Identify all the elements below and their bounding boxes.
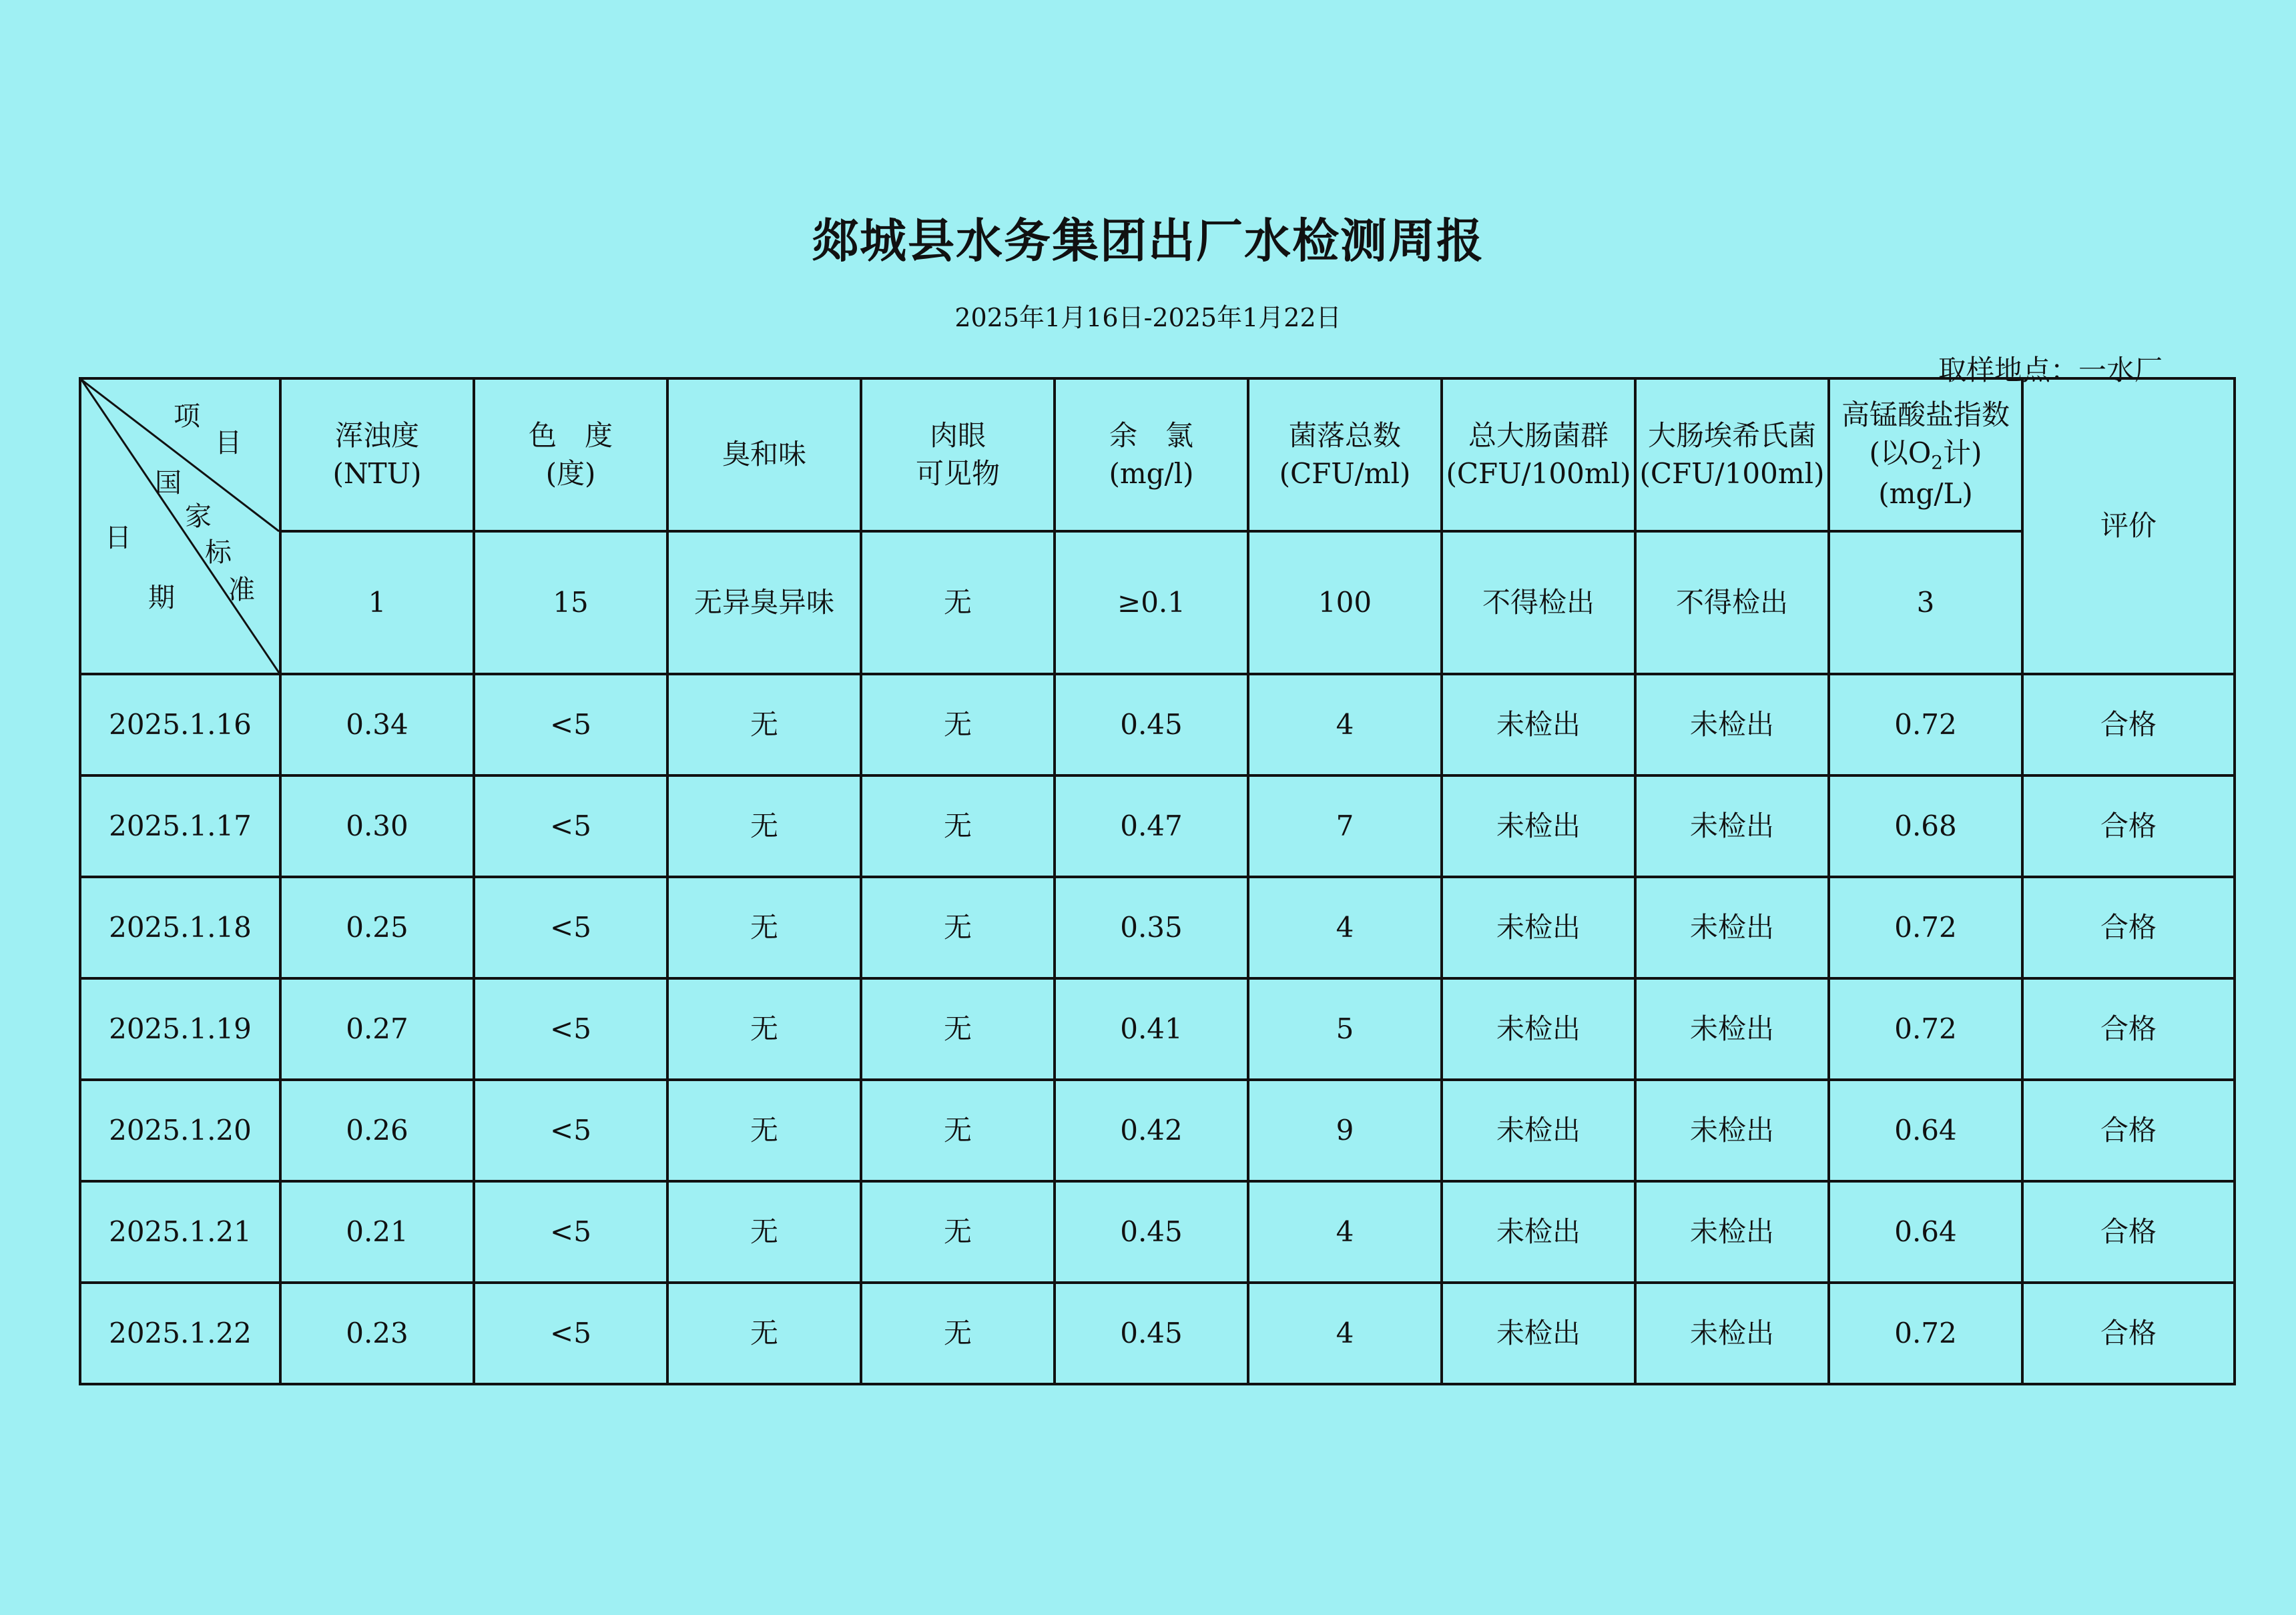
row-value: 未检出 (1635, 775, 1829, 877)
water-quality-table (79, 377, 2236, 1385)
row-evaluation: 合格 (2022, 1283, 2235, 1384)
corner-diagonal-cell (80, 378, 280, 674)
corner-label: 家 (185, 501, 212, 532)
row-value: 未检出 (1442, 674, 1635, 775)
row-date: 2025.1.21 (80, 1181, 280, 1283)
row-value: 未检出 (1635, 1080, 1829, 1181)
column-header: 菌落总数 (CFU/ml) (1248, 378, 1442, 531)
row-value: 0.35 (1055, 877, 1248, 978)
row-value: 0.45 (1055, 674, 1248, 775)
column-header: 浑浊度 (NTU) (280, 378, 474, 531)
row-evaluation: 合格 (2022, 877, 2235, 978)
row-value: 9 (1248, 1080, 1442, 1181)
corner-label: 期 (148, 583, 175, 613)
corner-label: 标 (205, 537, 232, 568)
row-value: 0.21 (280, 1181, 474, 1283)
row-value: 未检出 (1442, 1181, 1635, 1283)
corner-label: 准 (228, 575, 255, 605)
table-row (80, 674, 2235, 775)
row-date: 2025.1.22 (80, 1283, 280, 1384)
column-header: 大肠埃希氏菌 (CFU/100ml) (1635, 378, 1829, 531)
row-value: 未检出 (1635, 978, 1829, 1080)
row-value: 0.26 (280, 1080, 474, 1181)
table-row (80, 775, 2235, 877)
standard-row (80, 531, 2235, 674)
row-value: 无 (667, 1080, 861, 1181)
row-value: 4 (1248, 1283, 1442, 1384)
standard-value: 100 (1248, 531, 1442, 674)
row-value: 0.64 (1829, 1181, 2022, 1283)
row-value: 无 (667, 775, 861, 877)
row-value: 4 (1248, 1181, 1442, 1283)
row-value: <5 (474, 1181, 667, 1283)
row-value: 无 (667, 978, 861, 1080)
row-value: 无 (667, 1181, 861, 1283)
page-title: 郯城县水务集团出厂水检测周报 (812, 214, 1484, 268)
row-value: 未检出 (1442, 775, 1635, 877)
row-evaluation: 合格 (2022, 1181, 2235, 1283)
row-value: <5 (474, 674, 667, 775)
row-value: 5 (1248, 978, 1442, 1080)
corner-label: 国 (155, 468, 182, 499)
row-value: 未检出 (1442, 877, 1635, 978)
row-date: 2025.1.19 (80, 978, 280, 1080)
row-value: 0.34 (280, 674, 474, 775)
row-value: 无 (861, 1181, 1055, 1283)
row-evaluation: 合格 (2022, 978, 2235, 1080)
row-date: 2025.1.17 (80, 775, 280, 877)
row-value: 无 (667, 1283, 861, 1384)
row-value: 未检出 (1635, 877, 1829, 978)
row-value: <5 (474, 1080, 667, 1181)
column-header: 余 氯 (mg/l) (1055, 378, 1248, 531)
corner-label: 日 (105, 523, 131, 553)
row-value: <5 (474, 877, 667, 978)
row-value: 0.72 (1829, 877, 2022, 978)
row-value: 无 (667, 877, 861, 978)
data-rows (80, 674, 2235, 1384)
row-value: 未检出 (1635, 674, 1829, 775)
column-header: 总大肠菌群 (CFU/100ml) (1442, 378, 1635, 531)
row-value: <5 (474, 978, 667, 1080)
row-value: 0.23 (280, 1283, 474, 1384)
standard-value: 不得检出 (1442, 531, 1635, 674)
row-value: 4 (1248, 877, 1442, 978)
corner-label: 目 (215, 428, 242, 458)
row-evaluation: 合格 (2022, 775, 2235, 877)
row-evaluation: 合格 (2022, 1080, 2235, 1181)
column-header-evaluation: 评价 (2022, 378, 2235, 674)
row-value: 0.45 (1055, 1181, 1248, 1283)
table-row (80, 1181, 2235, 1283)
row-value: 无 (667, 674, 861, 775)
row-value: 未检出 (1635, 1181, 1829, 1283)
row-value: 0.47 (1055, 775, 1248, 877)
corner-label: 项 (174, 401, 200, 432)
row-value: 7 (1248, 775, 1442, 877)
standard-value: 不得检出 (1635, 531, 1829, 674)
row-value: 4 (1248, 674, 1442, 775)
row-date: 2025.1.18 (80, 877, 280, 978)
column-header: 高锰酸盐指数 (以$O_2$计) (mg/L) (1829, 378, 2022, 531)
sampling-location: 取样地点：一水厂 (1938, 354, 2163, 386)
row-value: 无 (861, 775, 1055, 877)
row-value: 未检出 (1442, 978, 1635, 1080)
row-value: 0.45 (1055, 1283, 1248, 1384)
header-row (80, 378, 2235, 531)
standard-value: 15 (474, 531, 667, 674)
row-value: 0.72 (1829, 1283, 2022, 1384)
column-header: 色 度 (度) (474, 378, 667, 531)
table-row (80, 877, 2235, 978)
row-value: 无 (861, 674, 1055, 775)
row-value: 未检出 (1442, 1283, 1635, 1384)
column-header: 臭和味 (667, 378, 861, 531)
row-value: <5 (474, 775, 667, 877)
row-value: 0.30 (280, 775, 474, 877)
table-row (80, 1283, 2235, 1384)
row-value: 0.68 (1829, 775, 2022, 877)
row-value: 未检出 (1635, 1283, 1829, 1384)
column-header: 肉眼 可见物 (861, 378, 1055, 531)
standard-value: 1 (280, 531, 474, 674)
standard-value: 无 (861, 531, 1055, 674)
row-value: 未检出 (1442, 1080, 1635, 1181)
row-value: <5 (474, 1283, 667, 1384)
row-evaluation: 合格 (2022, 674, 2235, 775)
row-value: 无 (861, 1283, 1055, 1384)
row-value: 0.64 (1829, 1080, 2022, 1181)
row-value: 无 (861, 978, 1055, 1080)
row-date: 2025.1.16 (80, 674, 280, 775)
date-range: 2025年1月16日-2025年1月22日 (954, 303, 1342, 332)
row-value: 0.72 (1829, 978, 2022, 1080)
standard-value: 无异臭异味 (667, 531, 861, 674)
row-value: 0.42 (1055, 1080, 1248, 1181)
standard-value: ≥0.1 (1055, 531, 1248, 674)
table-row (80, 1080, 2235, 1181)
row-date: 2025.1.20 (80, 1080, 280, 1181)
row-value: 0.27 (280, 978, 474, 1080)
row-value: 无 (861, 1080, 1055, 1181)
table-row (80, 978, 2235, 1080)
standard-value: 3 (1829, 531, 2022, 674)
row-value: 0.41 (1055, 978, 1248, 1080)
row-value: 0.25 (280, 877, 474, 978)
row-value: 0.72 (1829, 674, 2022, 775)
row-value: 无 (861, 877, 1055, 978)
